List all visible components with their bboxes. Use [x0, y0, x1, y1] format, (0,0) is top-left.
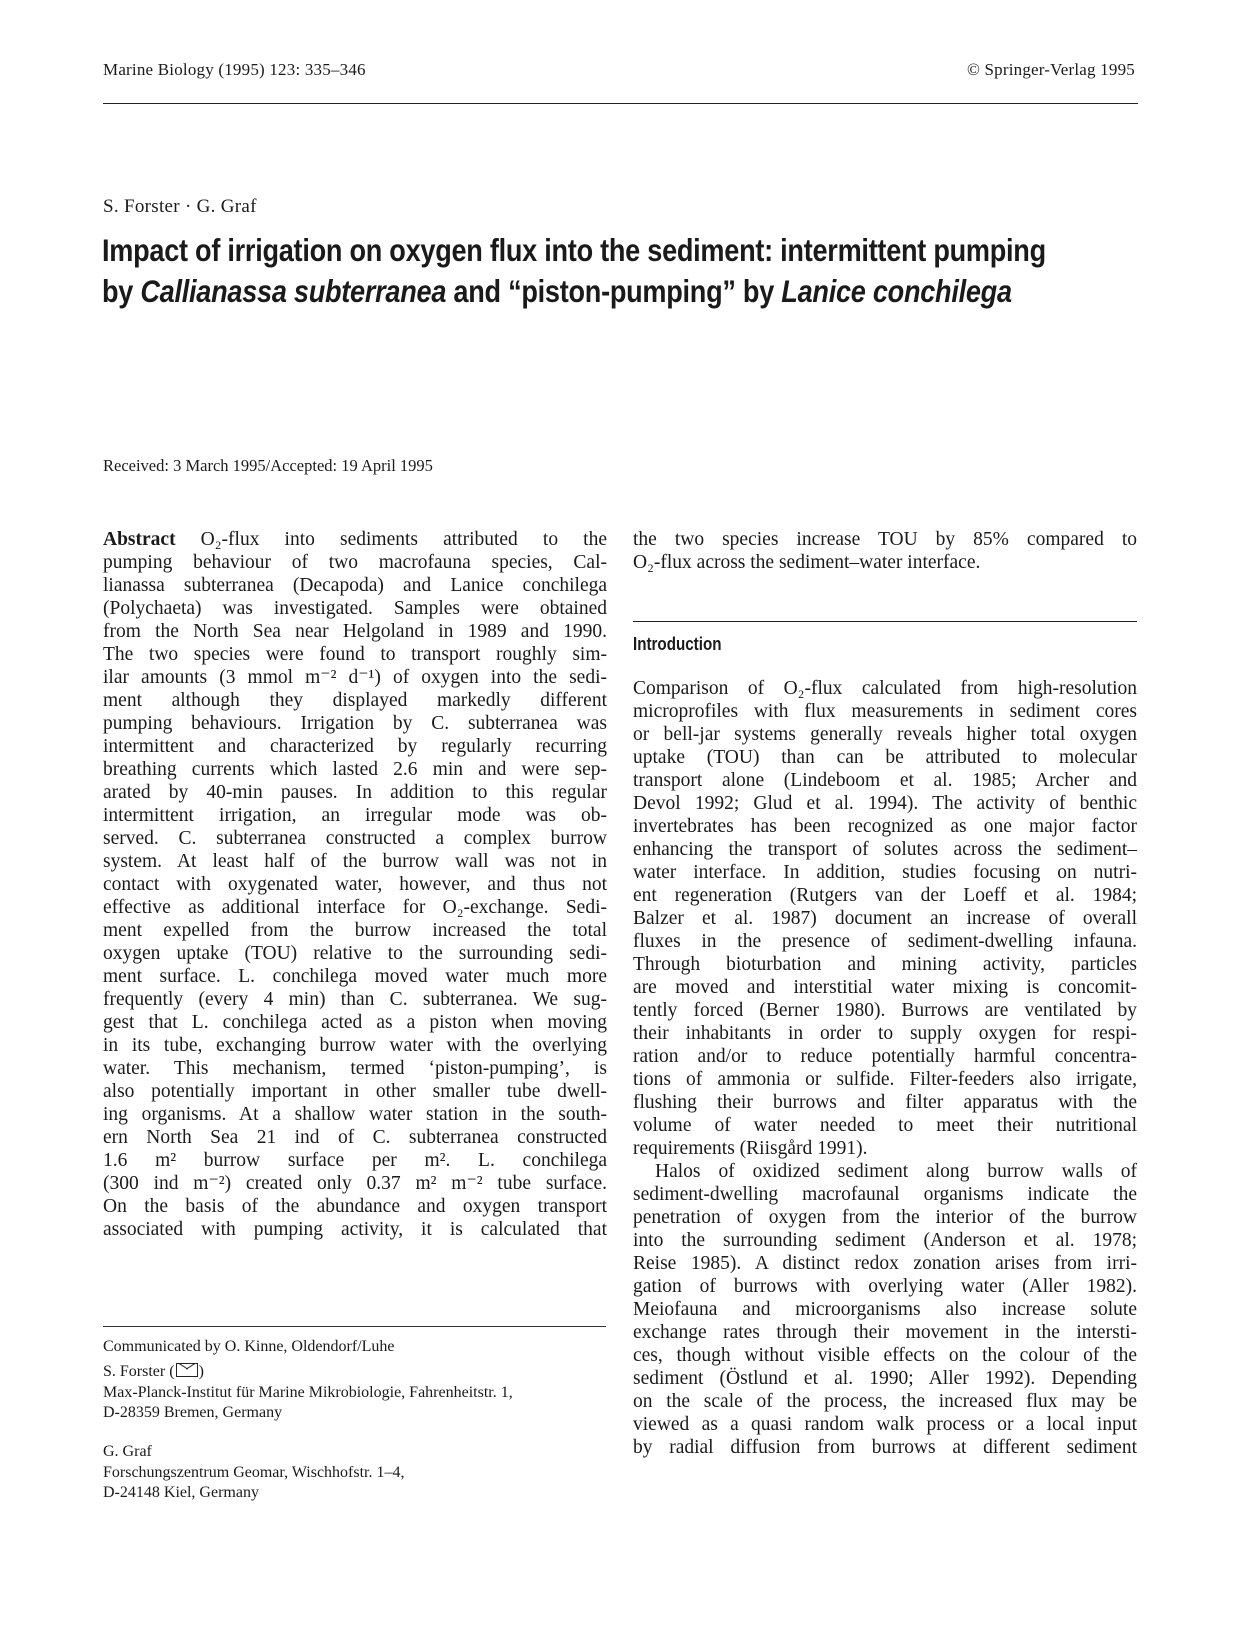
abstract-continuation [633, 528, 1137, 574]
intro-line: or bell-jar systems generally reveals higher total oxygen [633, 724, 1137, 745]
intro-line: are moved and interstitial water mixing is concomit- [633, 977, 1137, 998]
communicated-by: Communicated by O. Kinne, Oldendorf/Luhe [103, 1338, 395, 1355]
intro-line: requirements (Riisgård 1991). [633, 1138, 868, 1159]
title-species-2: Lanice conchilega [781, 273, 1012, 309]
abstract-line: system. At least half of the burrow wall was not in [103, 851, 607, 872]
intro-line: viewed as a quasi random walk process or a local input [633, 1414, 1137, 1435]
intro-line: their inhabitants in order to supply oxygen for respi- [633, 1023, 1137, 1044]
intro-line: sediment (Östlund et al. 1990; Aller 1992). Depending [633, 1368, 1137, 1389]
author2-address-1: Forschungszentrum Geomar, Wischhofstr. 1–4, [103, 1463, 405, 1481]
abstract-label: Abstract [103, 529, 176, 550]
author1-affiliation [103, 1362, 513, 1424]
intro-line: water interface. In addition, studies focusing on nutri- [633, 862, 1137, 883]
abstract-line: (300 ind m⁻²) created only 0.37 m² m⁻² tube surface. [103, 1173, 607, 1194]
intro-line: into the surrounding sediment (Anderson et al. 1978; [633, 1230, 1137, 1251]
intro-line: Comparison of O₂-flux calculated from high-resolution [633, 678, 1137, 699]
intro-line: on the scale of the process, the increased flux may be [633, 1391, 1137, 1412]
author2-name: G. Graf [103, 1443, 152, 1460]
received-accepted-dates: Received: 3 March 1995/Accepted: 19 April 1995 [103, 456, 433, 475]
intro-line: enhancing the transport of solutes across the sediment– [633, 839, 1137, 860]
author1-address-2: D-28359 Bremen, Germany [103, 1404, 283, 1421]
abstract-line: ern North Sea 21 ind of C. subterranea constructed [103, 1127, 607, 1148]
author1-name-line [103, 1362, 513, 1383]
abstract-line: intermittent and characterized by regularly recurring [103, 736, 607, 757]
abstract-line: water. This mechanism, termed ‘piston-pumping’, is [103, 1058, 607, 1079]
abstract-line: ment expelled from the burrow increased the total [103, 920, 607, 941]
abstract-line: On the basis of the abundance and oxygen transport [103, 1196, 607, 1217]
header-rule [103, 103, 1138, 104]
intro-line: volume of water needed to meet their nutritional [633, 1115, 1137, 1136]
intro-line: Halos of oxidized sediment along burrow walls of [655, 1161, 1137, 1182]
envelope-icon [176, 1363, 198, 1377]
authors: S. Forster · G. Graf [103, 196, 257, 217]
abstract-line: intermittent irrigation, an irregular mode was ob- [103, 805, 607, 826]
abstract-line: breathing currents which lasted 2.6 min and were sep- [103, 759, 607, 780]
abstract-line: 1.6 m² burrow surface per m². L. conchilega [103, 1150, 607, 1171]
abstract-line: frequently (every 4 min) than C. subterranea. We sug- [103, 989, 607, 1010]
intro-line: sediment-dwelling macrofaunal organisms indicate the [633, 1184, 1137, 1205]
abstract-line [103, 528, 607, 551]
intro-line: Through bioturbation and mining activity, particles [633, 954, 1137, 975]
title-line-1: Impact of irrigation on oxygen flux into the sediment: intermittent pumping [102, 232, 1046, 268]
footnote-rule [103, 1326, 606, 1327]
abstract-line: The two species were found to transport roughly sim- [103, 644, 607, 665]
author2-address-2: D-24148 Kiel, Germany [103, 1484, 259, 1501]
intro-line: uptake (TOU) than can be attributed to molecular [633, 747, 1137, 768]
abstract-line: served. C. subterranea constructed a complex burrow [103, 828, 607, 849]
intro-line: tions of ammonia or sulfide. Filter-feeders also irrigate, [633, 1069, 1137, 1090]
intro-line: by radial diffusion from burrows at different sediment [633, 1437, 1137, 1458]
abstract-line: arated by 40-min pauses. In addition to this regular [103, 782, 607, 803]
title-species-1: Callianassa subterranea [140, 273, 447, 309]
publisher-copyright: © Springer-Verlag 1995 [966, 60, 1135, 79]
journal-citation: Marine Biology (1995) 123: 335–346 [103, 60, 366, 79]
abstract-line: pumping behaviours. Irrigation by C. subterranea was [103, 713, 607, 734]
abstract-line: O₂-flux across the sediment–water interface. [633, 552, 981, 573]
intro-line: fluxes in the presence of sediment-dwelling infauna. [633, 931, 1137, 952]
intro-line: Devol 1992; Glud et al. 1994). The activity of benthic [633, 793, 1137, 814]
author1-address-1: Max-Planck-Institut für Marine Mikrobiologie, Fahrenheitstr. 1, [103, 1383, 513, 1401]
introduction-paragraph-2 [633, 1160, 1137, 1459]
title-text: and “piston-pumping” by [446, 273, 782, 309]
intro-line: transport alone (Lindeboom et al. 1985; Archer and [633, 770, 1137, 791]
abstract-line: pumping behaviour of two macrofauna species, Cal- [103, 552, 607, 573]
intro-line: ration and/or to reduce potentially harmful concentra- [633, 1046, 1137, 1067]
author2-affiliation [103, 1442, 404, 1504]
intro-line: ces, though without visible effects on the colour of the [633, 1345, 1137, 1366]
intro-line: exchange rates through their movement in the intersti- [633, 1322, 1137, 1343]
abstract-line: gest that L. conchilega acted as a piston when moving [103, 1012, 607, 1033]
abstract-line: contact with oxygenated water, however, and thus not [103, 874, 607, 895]
intro-line: gation of burrows with overlying water (Aller 1982). [633, 1276, 1137, 1297]
abstract-line: ment although they displayed markedly different [103, 690, 607, 711]
introduction-heading: Introduction [633, 633, 722, 654]
abstract-line: also potentially important in other smaller tube dwell- [103, 1081, 607, 1102]
abstract-line: from the North Sea near Helgoland in 1989 and 1990. [103, 621, 607, 642]
abstract-line: in its tube, exchanging burrow water with the overlying [103, 1035, 607, 1056]
introduction-body [633, 677, 1137, 1459]
author1-name: S. Forster ( [103, 1363, 175, 1380]
abstract-line: lianassa subterranea (Decapoda) and Lanice conchilega [103, 575, 607, 596]
abstract-line: ment surface. L. conchilega moved water much more [103, 966, 607, 987]
intro-line: microprofiles with flux measurements in sediment cores [633, 701, 1137, 722]
title-line-2 [102, 271, 1012, 312]
abstract-line: ilar amounts (3 mmol m⁻² d⁻¹) of oxygen into the sedi- [103, 667, 607, 688]
abstract-line: (Polychaeta) was investigated. Samples were obtained [103, 598, 607, 619]
title-text: by [102, 273, 141, 309]
abstract [103, 528, 607, 1241]
intro-line: penetration of oxygen from the interior of the burrow [633, 1207, 1137, 1228]
intro-line: tently forced (Berner 1980). Burrows are ventilated by [633, 1000, 1137, 1021]
introduction-paragraph-1 [633, 677, 1137, 1160]
abstract-line: associated with pumping activity, it is calculated that [103, 1219, 607, 1240]
intro-line: Meiofauna and microorganisms also increase solute [633, 1299, 1137, 1320]
article-title [102, 230, 1046, 312]
section-rule [633, 621, 1137, 622]
abstract-line: oxygen uptake (TOU) relative to the surrounding sedi- [103, 943, 607, 964]
intro-line: invertebrates has been recognized as one major factor [633, 816, 1137, 837]
intro-line: flushing their burrows and filter apparatus with the [633, 1092, 1137, 1113]
intro-line: Balzer et al. 1987) document an increase of overall [633, 908, 1137, 929]
intro-line: ent regeneration (Rutgers van der Loeff et al. 1984; [633, 885, 1137, 906]
abstract-line: effective as additional interface for O₂-exchange. Sedi- [103, 897, 607, 918]
intro-line: Reise 1985). A distinct redox zonation arises from irri- [633, 1253, 1137, 1274]
abstract-line: the two species increase TOU by 85% compared to [633, 529, 1137, 550]
author1-name-close: ) [198, 1363, 204, 1380]
abstract-line-text: O₂-flux into sediments attributed to the [175, 529, 607, 550]
abstract-line: ing organisms. At a shallow water station in the south- [103, 1104, 607, 1125]
